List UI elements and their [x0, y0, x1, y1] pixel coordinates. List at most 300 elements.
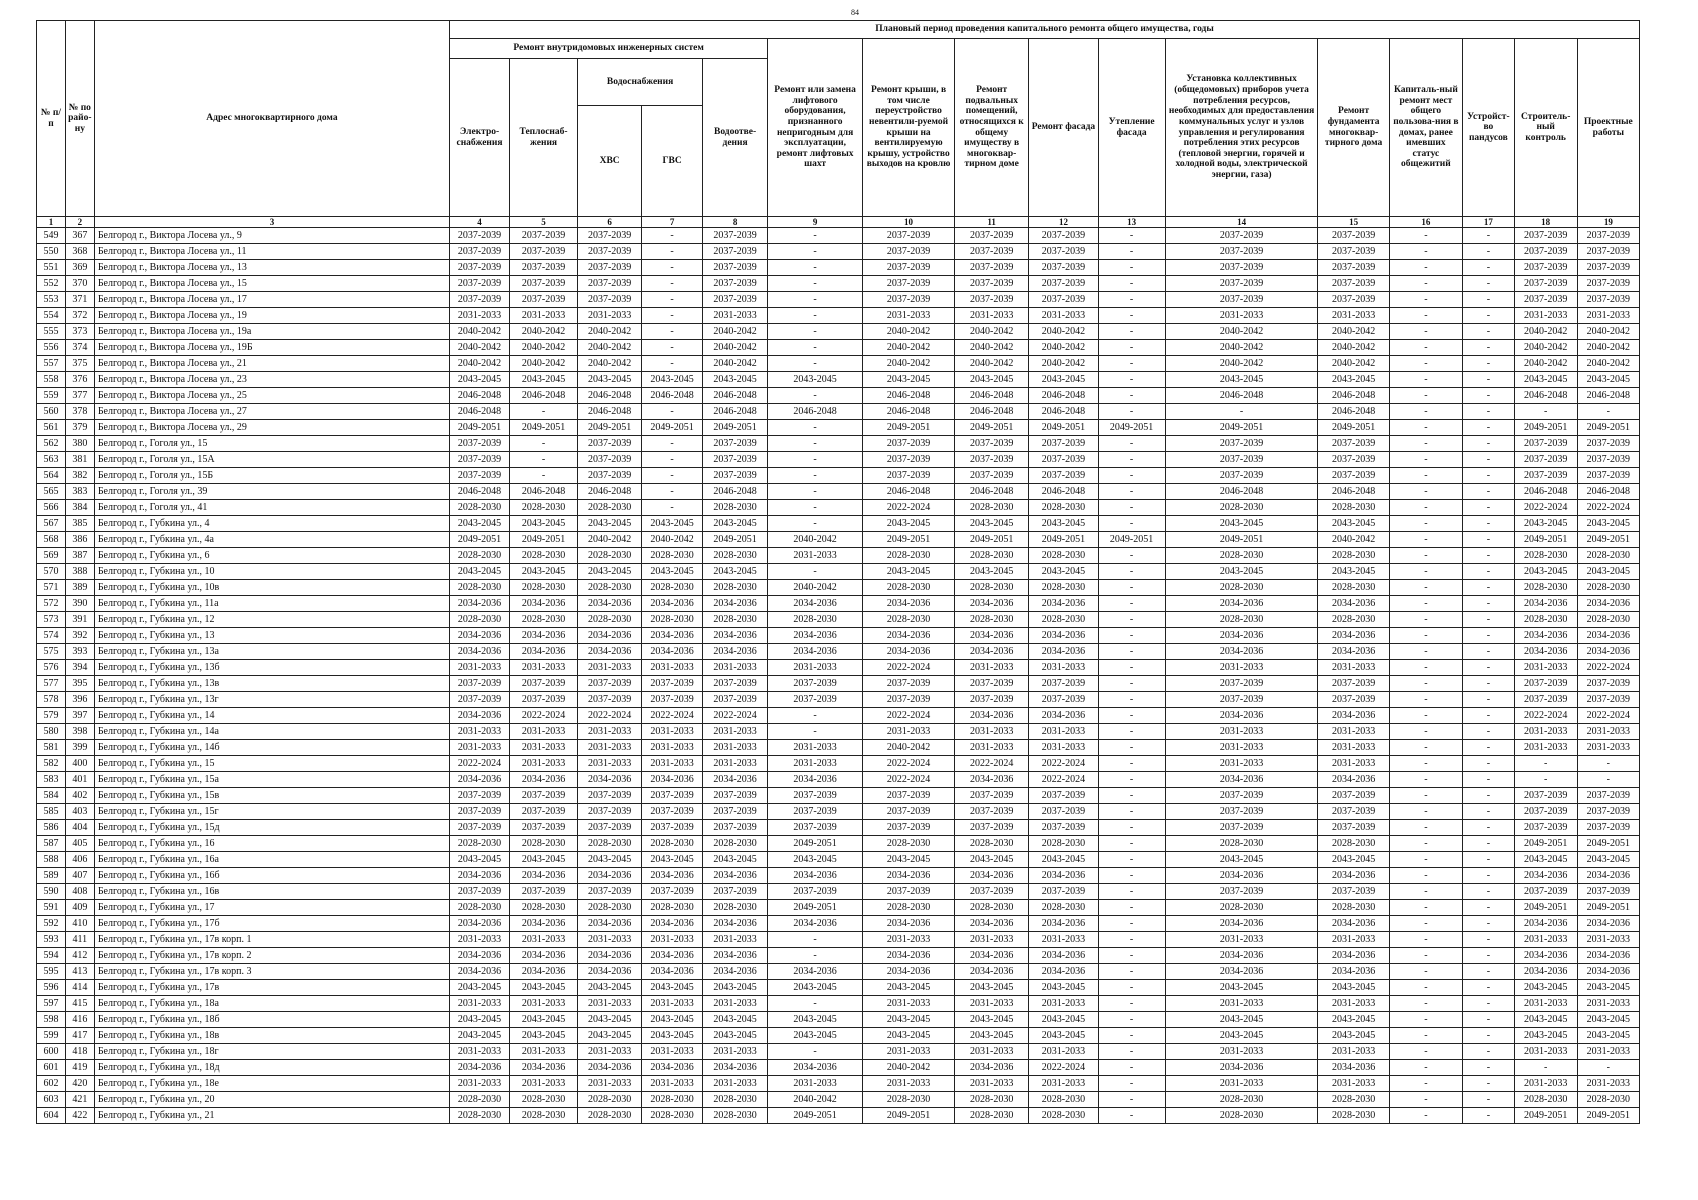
row-number-cell: 571	[37, 580, 66, 596]
address-cell: Белгород г., Губкина ул., 14	[94, 708, 449, 724]
address-cell: Белгород г., Губкина ул., 15	[94, 756, 449, 772]
period-cell: 2037-2039	[955, 276, 1029, 292]
period-cell: 2037-2039	[1318, 452, 1389, 468]
period-cell: 2043-2045	[955, 564, 1029, 580]
period-cell: -	[1463, 340, 1515, 356]
period-cell: 2037-2039	[863, 276, 955, 292]
district-number-cell: 392	[65, 628, 94, 644]
district-number-cell: 416	[65, 1012, 94, 1028]
period-cell: -	[1098, 372, 1165, 388]
period-cell: 2028-2030	[1165, 900, 1318, 916]
period-cell: 2028-2030	[509, 548, 577, 564]
district-number-cell: 412	[65, 948, 94, 964]
period-cell: 2037-2039	[1029, 820, 1098, 836]
period-cell: 2043-2045	[509, 516, 577, 532]
period-cell: 2031-2033	[703, 932, 768, 948]
period-cell: -	[1463, 836, 1515, 852]
period-cell: 2034-2036	[1577, 596, 1639, 612]
period-cell: -	[1389, 308, 1462, 324]
table-row	[37, 948, 1640, 964]
address-cell: Белгород г., Виктора Лосева ул., 27	[94, 404, 449, 420]
period-cell: -	[509, 436, 577, 452]
period-cell: -	[1389, 356, 1462, 372]
period-cell: 2034-2036	[509, 596, 577, 612]
period-cell: 2022-2024	[1029, 756, 1098, 772]
period-cell: 2037-2039	[1577, 884, 1639, 900]
period-cell: 2028-2030	[450, 1108, 510, 1124]
capital-repair-table	[36, 20, 1640, 1124]
period-cell: 2031-2033	[863, 1044, 955, 1060]
district-number-cell: 398	[65, 724, 94, 740]
period-cell: 2037-2039	[955, 884, 1029, 900]
period-cell: -	[1463, 948, 1515, 964]
period-cell: -	[1463, 1108, 1515, 1124]
row-number-cell: 567	[37, 516, 66, 532]
period-cell: 2040-2042	[1029, 324, 1098, 340]
address-cell: Белгород г., Виктора Лосева ул., 11	[94, 244, 449, 260]
period-cell: 2034-2036	[1029, 708, 1098, 724]
period-cell: 2037-2039	[1577, 276, 1639, 292]
period-cell: -	[1389, 1108, 1462, 1124]
period-cell: 2034-2036	[1165, 948, 1318, 964]
period-cell: -	[1463, 852, 1515, 868]
period-cell: 2034-2036	[768, 964, 863, 980]
period-cell: 2031-2033	[703, 740, 768, 756]
period-cell: -	[768, 308, 863, 324]
period-cell: 2037-2039	[1029, 292, 1098, 308]
period-cell: 2046-2048	[509, 484, 577, 500]
period-cell: 2043-2045	[1318, 1028, 1389, 1044]
table-row	[37, 756, 1640, 772]
period-cell: 2034-2036	[509, 948, 577, 964]
period-cell: -	[642, 244, 703, 260]
period-cell: -	[768, 244, 863, 260]
period-cell: 2037-2039	[1029, 692, 1098, 708]
header-design: Проектные работы	[1577, 39, 1639, 217]
period-cell: -	[1389, 564, 1462, 580]
header-facade-insulation: Утепление фасада	[1098, 39, 1165, 217]
period-cell: 2022-2024	[863, 660, 955, 676]
period-cell: 2037-2039	[1577, 436, 1639, 452]
period-cell: 2028-2030	[1165, 580, 1318, 596]
period-cell: 2046-2048	[955, 404, 1029, 420]
period-cell: 2034-2036	[578, 1060, 642, 1076]
period-cell: -	[1389, 1044, 1462, 1060]
district-number-cell: 374	[65, 340, 94, 356]
period-cell: -	[768, 724, 863, 740]
row-number-cell: 598	[37, 1012, 66, 1028]
period-cell: 2037-2039	[955, 244, 1029, 260]
period-cell: 2037-2039	[509, 804, 577, 820]
period-cell: 2031-2033	[703, 724, 768, 740]
period-cell: 2040-2042	[955, 324, 1029, 340]
header-drainage: Водоотве-дения	[703, 59, 768, 217]
row-number-cell: 577	[37, 676, 66, 692]
row-number-cell: 604	[37, 1108, 66, 1124]
period-cell: 2031-2033	[955, 660, 1029, 676]
period-cell: 2034-2036	[578, 868, 642, 884]
period-cell: 2037-2039	[1577, 820, 1639, 836]
period-cell: 2043-2045	[955, 1012, 1029, 1028]
period-cell: 2043-2045	[1577, 852, 1639, 868]
period-cell: 2037-2039	[1318, 228, 1389, 244]
district-number-cell: 384	[65, 500, 94, 516]
period-cell: 2028-2030	[642, 548, 703, 564]
table-row	[37, 628, 1640, 644]
table-row	[37, 612, 1640, 628]
period-cell: 2034-2036	[642, 644, 703, 660]
period-cell: -	[768, 484, 863, 500]
period-cell: 2037-2039	[642, 676, 703, 692]
period-cell: 2028-2030	[642, 1092, 703, 1108]
period-cell: 2034-2036	[1514, 644, 1577, 660]
period-cell: 2028-2030	[1029, 836, 1098, 852]
period-cell: 2031-2033	[1029, 1044, 1098, 1060]
period-cell: 2043-2045	[578, 980, 642, 996]
period-cell: 2031-2033	[509, 756, 577, 772]
period-cell: 2028-2030	[955, 836, 1029, 852]
period-cell: 2022-2024	[1577, 500, 1639, 516]
period-cell: 2046-2048	[1577, 484, 1639, 500]
period-cell: 2049-2051	[955, 532, 1029, 548]
period-cell: 2043-2045	[1577, 1012, 1639, 1028]
period-cell: 2022-2024	[1577, 708, 1639, 724]
period-cell: 2040-2042	[703, 340, 768, 356]
period-cell: -	[642, 340, 703, 356]
period-cell: 2046-2048	[1318, 484, 1389, 500]
period-cell: -	[1463, 468, 1515, 484]
address-cell: Белгород г., Губкина ул., 15а	[94, 772, 449, 788]
period-cell: 2040-2042	[955, 340, 1029, 356]
district-number-cell: 421	[65, 1092, 94, 1108]
period-cell: -	[1463, 916, 1515, 932]
period-cell: -	[768, 996, 863, 1012]
period-cell: 2022-2024	[1029, 1060, 1098, 1076]
period-cell: 2043-2045	[1165, 980, 1318, 996]
period-cell: 2034-2036	[1165, 596, 1318, 612]
period-cell: 2031-2033	[1029, 996, 1098, 1012]
period-cell: 2037-2039	[1577, 244, 1639, 260]
period-cell: 2028-2030	[1029, 580, 1098, 596]
column-number: 2	[65, 217, 94, 228]
period-cell: 2037-2039	[1029, 788, 1098, 804]
row-number-cell: 563	[37, 452, 66, 468]
period-cell: 2046-2048	[450, 404, 510, 420]
period-cell: 2040-2042	[768, 532, 863, 548]
period-cell: -	[1098, 804, 1165, 820]
header-planned-period: Плановый период проведения капитального ремонта общего имущества, годы	[450, 21, 1640, 39]
period-cell: 2034-2036	[578, 916, 642, 932]
period-cell: 2037-2039	[1514, 452, 1577, 468]
row-number-cell: 561	[37, 420, 66, 436]
period-cell: 2043-2045	[1318, 852, 1389, 868]
period-cell: 2031-2033	[703, 308, 768, 324]
period-cell: 2022-2024	[863, 772, 955, 788]
table-row	[37, 884, 1640, 900]
table-row	[37, 420, 1640, 436]
period-cell: 2043-2045	[1165, 1028, 1318, 1044]
period-cell: 2037-2039	[863, 228, 955, 244]
period-cell: 2037-2039	[1318, 884, 1389, 900]
period-cell: 2037-2039	[1318, 468, 1389, 484]
period-cell: -	[642, 260, 703, 276]
district-number-cell: 394	[65, 660, 94, 676]
period-cell: 2037-2039	[578, 260, 642, 276]
header-num: № п/п	[37, 21, 66, 217]
period-cell: -	[1463, 772, 1515, 788]
row-number-cell: 554	[37, 308, 66, 324]
period-cell: 2043-2045	[509, 372, 577, 388]
period-cell: 2031-2033	[863, 1076, 955, 1092]
period-cell: 2031-2033	[642, 1044, 703, 1060]
period-cell: 2028-2030	[1514, 1092, 1577, 1108]
period-cell: 2037-2039	[1165, 820, 1318, 836]
period-cell: 2031-2033	[1577, 996, 1639, 1012]
district-number-cell: 406	[65, 852, 94, 868]
period-cell: -	[1463, 1076, 1515, 1092]
period-cell: 2037-2039	[703, 292, 768, 308]
period-cell: 2031-2033	[1165, 932, 1318, 948]
period-cell: 2043-2045	[509, 980, 577, 996]
address-cell: Белгород г., Губкина ул., 17	[94, 900, 449, 916]
period-cell: 2028-2030	[1029, 612, 1098, 628]
period-cell: 2034-2036	[703, 628, 768, 644]
period-cell: 2040-2042	[509, 340, 577, 356]
period-cell: 2043-2045	[642, 980, 703, 996]
table-row	[37, 804, 1640, 820]
period-cell: 2040-2042	[578, 324, 642, 340]
column-number: 8	[703, 217, 768, 228]
period-cell: 2037-2039	[509, 260, 577, 276]
period-cell: -	[1098, 884, 1165, 900]
period-cell: -	[1098, 868, 1165, 884]
period-cell: 2031-2033	[578, 1076, 642, 1092]
period-cell: -	[642, 308, 703, 324]
period-cell: 2037-2039	[1029, 804, 1098, 820]
period-cell: 2043-2045	[1318, 564, 1389, 580]
period-cell: 2043-2045	[1318, 516, 1389, 532]
address-cell: Белгород г., Губкина ул., 17в	[94, 980, 449, 996]
period-cell: 2028-2030	[1514, 612, 1577, 628]
period-cell: 2031-2033	[955, 724, 1029, 740]
period-cell: 2043-2045	[1029, 1028, 1098, 1044]
period-cell: 2034-2036	[1514, 868, 1577, 884]
row-number-cell: 586	[37, 820, 66, 836]
period-cell: 2043-2045	[768, 852, 863, 868]
period-cell: 2034-2036	[703, 772, 768, 788]
address-cell: Белгород г., Виктора Лосева ул., 23	[94, 372, 449, 388]
period-cell: -	[1165, 404, 1318, 420]
period-cell: -	[1389, 868, 1462, 884]
address-cell: Белгород г., Губкина ул., 12	[94, 612, 449, 628]
period-cell: 2037-2039	[1165, 244, 1318, 260]
period-cell: 2037-2039	[955, 820, 1029, 836]
period-cell: 2034-2036	[955, 596, 1029, 612]
row-number-cell: 585	[37, 804, 66, 820]
period-cell: 2037-2039	[703, 820, 768, 836]
period-cell: 2037-2039	[1577, 292, 1639, 308]
period-cell: 2022-2024	[1577, 660, 1639, 676]
period-cell: -	[1098, 772, 1165, 788]
period-cell: 2031-2033	[450, 1044, 510, 1060]
period-cell: -	[1463, 996, 1515, 1012]
period-cell: 2037-2039	[509, 788, 577, 804]
district-number-cell: 379	[65, 420, 94, 436]
period-cell: 2037-2039	[703, 692, 768, 708]
period-cell: 2037-2039	[1514, 292, 1577, 308]
period-cell: 2037-2039	[1514, 692, 1577, 708]
period-cell: 2031-2033	[955, 1044, 1029, 1060]
period-cell: 2043-2045	[578, 564, 642, 580]
period-cell: 2034-2036	[509, 964, 577, 980]
column-number: 3	[94, 217, 449, 228]
period-cell: -	[1463, 436, 1515, 452]
period-cell: 2034-2036	[509, 628, 577, 644]
period-cell: 2034-2036	[642, 628, 703, 644]
period-cell: -	[1098, 324, 1165, 340]
period-cell: 2034-2036	[1318, 644, 1389, 660]
period-cell: -	[1463, 324, 1515, 340]
address-cell: Белгород г., Губкина ул., 17в корп. 1	[94, 932, 449, 948]
row-number-cell: 582	[37, 756, 66, 772]
period-cell: -	[642, 500, 703, 516]
period-cell: -	[1389, 916, 1462, 932]
row-number-cell: 564	[37, 468, 66, 484]
period-cell: 2034-2036	[1577, 964, 1639, 980]
period-cell: 2037-2039	[1514, 228, 1577, 244]
period-cell: 2040-2042	[768, 1092, 863, 1108]
period-cell: -	[1098, 644, 1165, 660]
period-cell: 2028-2030	[509, 500, 577, 516]
period-cell: 2031-2033	[1577, 308, 1639, 324]
period-cell: 2031-2033	[578, 660, 642, 676]
header-facade: Ремонт фасада	[1029, 39, 1098, 217]
period-cell: -	[1463, 612, 1515, 628]
period-cell: 2037-2039	[863, 820, 955, 836]
period-cell: -	[1098, 932, 1165, 948]
period-cell: -	[1463, 788, 1515, 804]
period-cell: -	[1098, 308, 1165, 324]
period-cell: 2028-2030	[1318, 900, 1389, 916]
table-row	[37, 836, 1640, 852]
period-cell: 2040-2042	[509, 356, 577, 372]
period-cell: 2043-2045	[642, 1012, 703, 1028]
period-cell: 2034-2036	[955, 708, 1029, 724]
period-cell: 2034-2036	[863, 596, 955, 612]
period-cell: -	[1463, 308, 1515, 324]
table-row	[37, 468, 1640, 484]
period-cell: 2031-2033	[863, 308, 955, 324]
period-cell: 2037-2039	[1318, 676, 1389, 692]
period-cell: 2034-2036	[1029, 916, 1098, 932]
period-cell: 2037-2039	[1318, 804, 1389, 820]
period-cell: -	[1463, 964, 1515, 980]
period-cell: 2031-2033	[578, 756, 642, 772]
period-cell: -	[1389, 500, 1462, 516]
period-cell: 2031-2033	[1165, 308, 1318, 324]
period-cell: 2022-2024	[1514, 708, 1577, 724]
period-cell: -	[1389, 964, 1462, 980]
period-cell: 2043-2045	[450, 372, 510, 388]
period-cell: 2037-2039	[768, 804, 863, 820]
period-cell: 2037-2039	[1514, 788, 1577, 804]
table-row	[37, 276, 1640, 292]
address-cell: Белгород г., Губкина ул., 13г	[94, 692, 449, 708]
period-cell: -	[1098, 228, 1165, 244]
district-number-cell: 408	[65, 884, 94, 900]
column-number-row	[37, 217, 1640, 228]
period-cell: 2043-2045	[642, 372, 703, 388]
period-cell: 2028-2030	[1165, 1092, 1318, 1108]
period-cell: 2034-2036	[642, 596, 703, 612]
period-cell: 2028-2030	[863, 612, 955, 628]
period-cell: 2028-2030	[1165, 1108, 1318, 1124]
period-cell: 2040-2042	[955, 356, 1029, 372]
period-cell: 2037-2039	[1577, 260, 1639, 276]
period-cell: 2034-2036	[450, 708, 510, 724]
period-cell: -	[1463, 420, 1515, 436]
period-cell: 2037-2039	[703, 468, 768, 484]
address-cell: Белгород г., Губкина ул., 4а	[94, 532, 449, 548]
period-cell: 2028-2030	[863, 580, 955, 596]
period-cell: 2031-2033	[768, 548, 863, 564]
period-cell: 2031-2033	[1514, 996, 1577, 1012]
period-cell: 2046-2048	[1318, 404, 1389, 420]
period-cell: 2028-2030	[509, 1092, 577, 1108]
period-cell: 2034-2036	[1029, 644, 1098, 660]
period-cell: -	[1463, 628, 1515, 644]
period-cell: 2034-2036	[1029, 628, 1098, 644]
address-cell: Белгород г., Губкина ул., 17в корп. 3	[94, 964, 449, 980]
period-cell: 2028-2030	[955, 900, 1029, 916]
period-cell: -	[1463, 740, 1515, 756]
table-row	[37, 980, 1640, 996]
period-cell: 2031-2033	[1318, 724, 1389, 740]
period-cell: 2034-2036	[578, 772, 642, 788]
period-cell: 2046-2048	[1514, 388, 1577, 404]
row-number-cell: 569	[37, 548, 66, 564]
table-row	[37, 772, 1640, 788]
period-cell: -	[1463, 228, 1515, 244]
table-row	[37, 692, 1640, 708]
period-cell: 2034-2036	[768, 772, 863, 788]
period-cell: -	[1098, 1108, 1165, 1124]
period-cell: -	[1389, 708, 1462, 724]
address-cell: Белгород г., Губкина ул., 15д	[94, 820, 449, 836]
period-cell: 2031-2033	[955, 932, 1029, 948]
period-cell: 2022-2024	[863, 756, 955, 772]
period-cell: 2043-2045	[1514, 1028, 1577, 1044]
period-cell: -	[1389, 452, 1462, 468]
period-cell: 2028-2030	[1029, 548, 1098, 564]
period-cell: 2031-2033	[1318, 308, 1389, 324]
period-cell: -	[1098, 1012, 1165, 1028]
row-number-cell: 549	[37, 228, 66, 244]
district-number-cell: 420	[65, 1076, 94, 1092]
period-cell: 2037-2039	[1577, 228, 1639, 244]
period-cell: 2037-2039	[509, 820, 577, 836]
period-cell: 2037-2039	[1514, 276, 1577, 292]
period-cell: 2028-2030	[863, 836, 955, 852]
period-cell: -	[1389, 644, 1462, 660]
period-cell: -	[1098, 260, 1165, 276]
district-number-cell: 402	[65, 788, 94, 804]
period-cell: -	[1389, 468, 1462, 484]
period-cell: 2037-2039	[1318, 788, 1389, 804]
period-cell: -	[1463, 500, 1515, 516]
period-cell: 2028-2030	[450, 580, 510, 596]
period-cell: 2034-2036	[1318, 916, 1389, 932]
